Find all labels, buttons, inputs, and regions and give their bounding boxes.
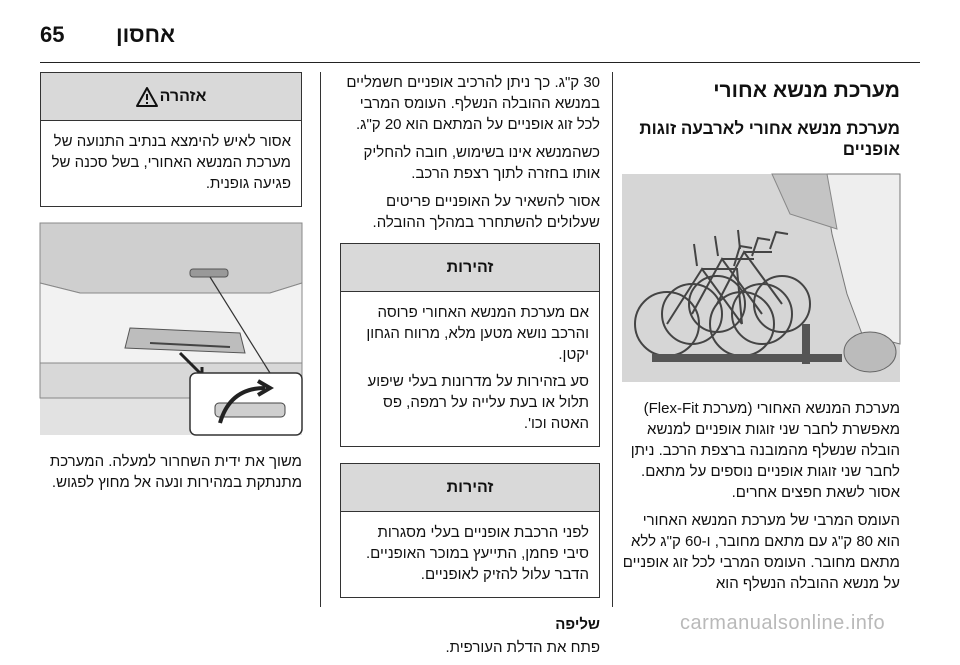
bike-carrier-illustration (622, 174, 900, 382)
loose-items-text: אסור להשאיר על האופניים פריטים שעלולים להשתחרר במהלך ההובלה. (372, 193, 600, 231)
chapter-title: אחסון (116, 22, 176, 47)
column-divider-left (320, 72, 321, 607)
caution-body (341, 512, 599, 597)
right-column (622, 72, 900, 601)
bumper-drawing (40, 223, 302, 435)
column-divider-right (612, 72, 613, 607)
load-continuation-text: 30 ק"ג. כך ניתן להרכיב אופניים חשמליים במנשא ההובלה הנשלף. העומס המרבי לכל זוג אופניים על המתאם הוא 20 ק"ג. (346, 74, 600, 133)
carrier-description: מערכת המנשא האחורי (מערכת Flex-Fit) מאפשרת לחבר שני זוגות אופניים למנשא הובלה שנשלף מהמובנה ברצפת הרכב. ניתן לחבר שני זוגות אופניים נוספים על מתאם. אסור לשאת חפצים אחרים. (630, 400, 900, 501)
caution-box-ground-clearance (340, 243, 600, 447)
unfold-heading: שליפה (555, 616, 600, 633)
caution-box-carbon-frames (340, 463, 600, 598)
middle-column (340, 72, 600, 665)
carrier-load-text: העומס המרבי של מערכת המנשא האחורי הוא 80 ק"ג עם מתאם מחובר, ו-60 ק"ג ללא מתאם מחובר. העומס המרבי לכל זוג אופניים על מנשא ההובלה הנשלף הוא (622, 512, 900, 592)
warning-box (40, 72, 302, 207)
section-title: מערכת מנשא אחורי (713, 79, 900, 102)
warning-text: אסור לאיש להימצא בנתיב התנועה של מערכת המנשא האחורי, בשל סכנה של פגיעה גופנית. (51, 133, 291, 192)
bike-carrier-drawing (622, 174, 900, 382)
caution-title: זהירות (446, 479, 494, 496)
left-column (40, 72, 302, 500)
sub-title: מערכת מנשא אחורי לארבעה זוגות אופניים (639, 119, 900, 159)
caution-body (341, 292, 599, 446)
release-caption: משוך את ידית השחרור למעלה. המערכת מתנתקת במהירות ונעה אל מחוץ לפגוש. (49, 453, 302, 491)
unfold-text: פתח את הדלת העורפית. (445, 639, 600, 656)
caution-text: סע בזהירות על מדרונות בעלי שיפוע תלול או בעת עלייה על רמפה, פס האטה וכו'. (367, 373, 589, 432)
caution-title: זהירות (446, 259, 494, 276)
warning-body (41, 121, 301, 206)
watermark: carmanualsonline.info (680, 612, 886, 634)
warning-title: אזהרה (159, 88, 207, 105)
caution-header (341, 464, 599, 512)
page-header (40, 12, 920, 62)
stow-instruction-text: כשהמנשא אינו בשימוש, חובה להחליק אותו בחזרה לתוך רצפת הרכב. (363, 144, 600, 182)
caution-text: לפני הרכבת אופניים בעלי מסגרות סיבי פחמן, התייעץ במוכר האופניים. הדבר עלול להזיק לאופניים. (365, 524, 589, 583)
warning-triangle-icon (136, 87, 158, 107)
caution-text: אם מערכת המנשא האחורי פרוסה והרכב נושא מטען מלא, מרווח הגחון יקטן. (366, 304, 589, 363)
warning-header (41, 73, 301, 121)
caution-header (341, 244, 599, 292)
header-rule (40, 62, 920, 63)
rear-bumper-illustration (40, 223, 302, 435)
page-number: 65 (40, 22, 65, 47)
